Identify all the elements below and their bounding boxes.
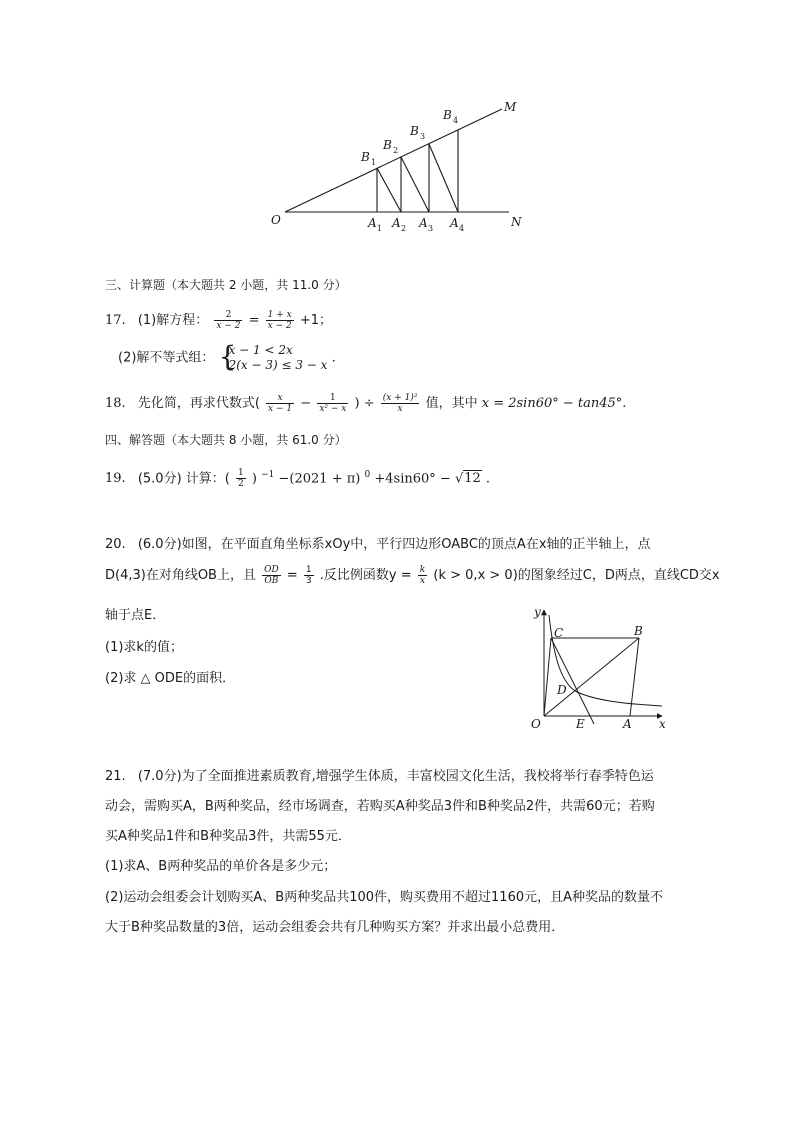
question-number: 17. xyxy=(105,313,126,328)
label-a2: A xyxy=(392,216,401,230)
label-a4: A xyxy=(450,216,459,230)
label-e: E xyxy=(576,717,585,731)
question-21-line2: 动会，需购买A，B两种奖品，经市场调查，若购买A种奖品3件和B种奖品2件，共需60元；若购 xyxy=(105,799,655,814)
side-oc xyxy=(544,638,551,716)
label-b1: B xyxy=(361,150,370,164)
section-title-answers: 四、解答题（本大题共 8 小题，共 61.0 分） xyxy=(105,433,347,447)
label-b3: B xyxy=(410,124,419,138)
fraction: $\frac{1}{3}$ xyxy=(305,565,312,586)
section-title-calculation: 三、计算题（本大题共 2 小题，共 11.0 分） xyxy=(105,278,347,292)
question-21-line1: 21. (7.0分)为了全面推进素质教育,增强学生体质，丰富校园文化生活，我校将举行春季特色运 xyxy=(105,769,654,784)
question-21-line3: 买A种奖品1件和B种奖品3件，共需55元． xyxy=(105,829,351,844)
fraction: $\frac{x}{x - 1}$ xyxy=(268,393,293,414)
fraction: $\frac{1}{\text{x² − x}}$ xyxy=(319,393,347,414)
svg-text:4: 4 xyxy=(453,116,459,125)
figure-coordinate-plane xyxy=(522,600,672,735)
fraction: $\frac{1}{2}$ xyxy=(238,468,244,490)
fraction: $\frac{\text{(x + 1)²}}{x}$ xyxy=(382,393,418,414)
svg-text:3: 3 xyxy=(420,132,426,141)
question-20-line2: D(4,3)在对角线OB上，且 $\frac{OD}{OB}$ = $\frac{1}{3}$ .反比例函数y = $\frac{k}{x}$ (k > 0,x > 0)的图象经过C，D两点，直线CD交x xyxy=(105,565,720,586)
svg-text:1: 1 xyxy=(371,158,377,167)
diagonal-ob xyxy=(544,638,639,716)
question-number: 20. xyxy=(105,537,126,552)
sqrt-symbol: √ xyxy=(454,471,464,487)
question-number: 21. xyxy=(105,769,126,784)
question-18: 18. 先化简，再求代数式( $\frac{x}{x - 1}$ − $\frac{1}{\text{x² − x}}$ ) ÷ $\frac{\text{(x + 1)²}}{x}$ 值，其中 x = 2sin60° − tan45°. xyxy=(105,393,627,414)
label-b: B xyxy=(634,624,643,638)
label-o: O xyxy=(271,213,281,227)
label-c: C xyxy=(554,626,564,640)
label-o: O xyxy=(531,717,541,731)
figure-angle-construction xyxy=(265,95,535,235)
radicand: 12 xyxy=(464,471,481,487)
svg-text:2: 2 xyxy=(393,146,399,155)
line-ce xyxy=(551,638,594,724)
svg-text:1: 1 xyxy=(377,224,383,233)
svg-text:4: 4 xyxy=(459,224,465,233)
question-20-part1: (1)求k的值； xyxy=(105,640,183,655)
label-a3: A xyxy=(419,216,428,230)
question-21-part2a: (2)运动会组委会计划购买A、B两种奖品共100件，购买费用不超过1160元，且A种奖品的数量不 xyxy=(105,890,664,905)
ray-om xyxy=(285,109,502,212)
fraction: $\frac{k}{x}$ xyxy=(419,565,426,586)
label-a1: A xyxy=(368,216,377,230)
question-number: 19. xyxy=(105,471,126,487)
label-m: M xyxy=(504,100,517,114)
label-x: x xyxy=(659,717,666,731)
label-a: A xyxy=(623,717,632,731)
segment-b1a2 xyxy=(377,168,401,212)
question-20-part2: (2)求 △ ODE的面积． xyxy=(105,671,236,686)
fraction: $\frac{1 + x}{x - 2}$ xyxy=(267,310,292,331)
fraction: $\frac{2}{x - 2}$ xyxy=(216,310,241,331)
label-n: N xyxy=(511,215,522,229)
label-d: D xyxy=(557,683,567,697)
segment-b3a4 xyxy=(429,144,458,212)
question-17-part2: (2)解不等式组： { x − 1 < 2x 2(x − 3) ≤ 3 − x . xyxy=(118,343,336,374)
question-17-part1: 17. (1)解方程： $\frac{2}{x - 2}$ = $\frac{1 + x}{x - 2}$ +1； xyxy=(105,310,333,331)
question-20-line1: 20. (6.0分)如图，在平面直角坐标系xOy中，平行四边形OABC的顶点A在x轴的正半轴上，点 xyxy=(105,537,651,552)
question-20-line3: 轴于点E． xyxy=(105,608,166,623)
label-y: y xyxy=(534,605,541,619)
label-b2: B xyxy=(383,138,392,152)
question-19: 19. (5.0分) 计算：( $\frac{1}{2}$ ) $^{-1}$ −(2021 + π) $^0$ +4sin60° − √12 . xyxy=(105,468,491,490)
question-21-part1: (1)求A、B两种奖品的单价各是多少元； xyxy=(105,859,337,874)
label-b4: B xyxy=(443,108,452,122)
question-21-part2b: 大于B种奖品数量的3倍，运动会组委会共有几种购买方案？并求出最小总费用． xyxy=(105,920,565,935)
svg-text:2: 2 xyxy=(401,224,407,233)
inequality-system: { x − 1 < 2x 2(x − 3) ≤ 3 − x xyxy=(219,343,328,373)
fraction: $\frac{OD}{OB}$ xyxy=(264,565,279,586)
svg-text:3: 3 xyxy=(428,224,434,233)
segment-b2a3 xyxy=(401,157,429,212)
question-number: 18. xyxy=(105,396,126,411)
